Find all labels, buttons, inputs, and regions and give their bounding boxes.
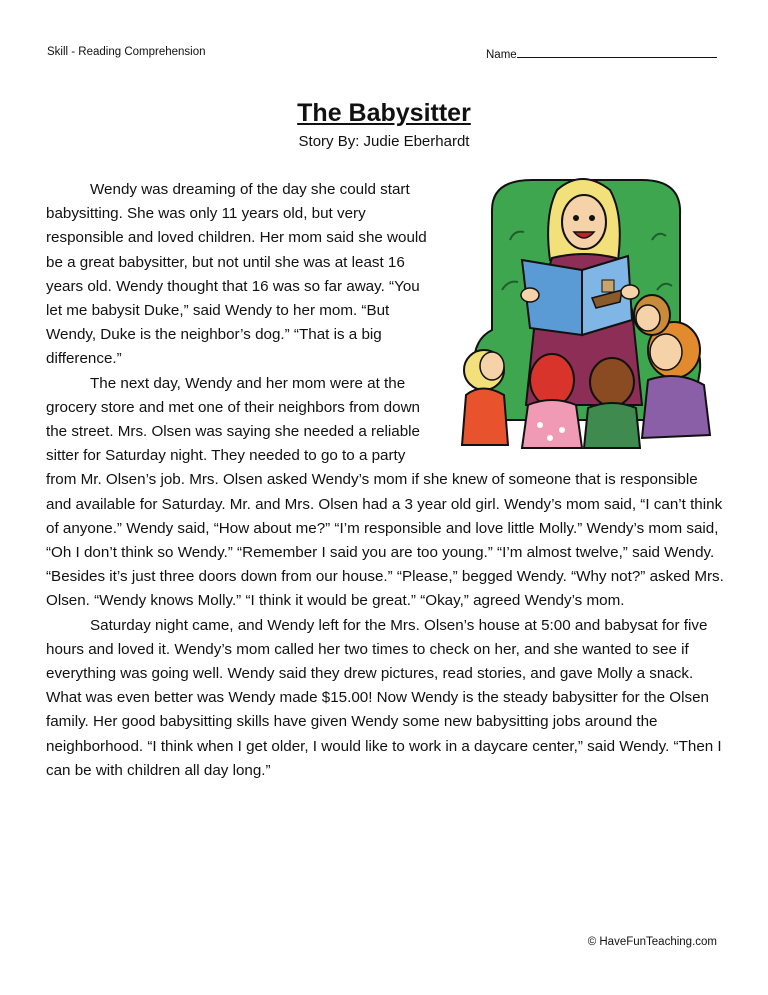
copyright-footer: © HaveFunTeaching.com: [587, 936, 717, 948]
skill-label: Skill - Reading Comprehension: [47, 46, 206, 58]
name-field: [486, 46, 717, 61]
story-paragraph-3: Saturday night came, and Wendy left for the Mrs. Olsen’s house at 5:00 and babysat for five hours and loved it. Wendy’s mom called her two times to check on her, and she wanted to see if everything was going well. Wendy said they drew pictures, read stories, and gave Molly a snack. What was even better was Wendy made $15.00! Now Wendy is the steady babysitter for the Olsen family. Her good babysitting skills have given Wendy some new babysitting jobs around the neighborhood. “I think when I get older, I would like to work in a daycare center,” said Wendy. “Then I can be with children all day long.”: [46, 616, 722, 779]
name-blank-line: [517, 46, 717, 58]
story-text: [46, 178, 724, 783]
illustration-spacer: [436, 178, 724, 456]
story-paragraph-2: The next day, Wendy and her mom were at the grocery store and met one of their neighbors from down the street. Mrs. Olsen was saying she needed a reliable sitter for Saturday night. They needed to go to a party from Mr. Olsen’s job. Mrs. Olsen asked Wendy’s mom if she knew of someone that is responsible and available for Saturday. Mr. and Mrs. Olsen had a 3 year old girl. Wendy’s mom said, “I can’t think of anyone.” Wendy said, “How about me?” “I’m responsible and love little Molly.” Wendy’s mom said, “Oh I don’t think so Wendy.” “Remember I said you are too young.” “I’m almost twelve,” said Wendy. “Besides it’s just three doors down from our house.” “Please,” begged Wendy. “Why not?” asked Mrs. Olsen. “Wendy knows Molly.” “I think it would be great.” “Okay,” agreed Wendy’s mom.: [46, 374, 724, 610]
page-title: The Babysitter: [297, 99, 471, 127]
author-byline: Story By: Judie Eberhardt: [298, 133, 470, 150]
name-label: Name: [486, 49, 517, 61]
story-paragraph-1: Wendy was dreaming of the day she could start babysitting. She was only 11 years old, but very responsible and loved children. Her mom said she would be a great babysitter, but not until she was at least 16 years old. Wendy thought that 16 was so far away. “You let me babysit Duke,” said Wendy to her mom. “But Wendy, Duke is the neighbor’s dog.” “That is a big difference.”: [46, 181, 427, 368]
